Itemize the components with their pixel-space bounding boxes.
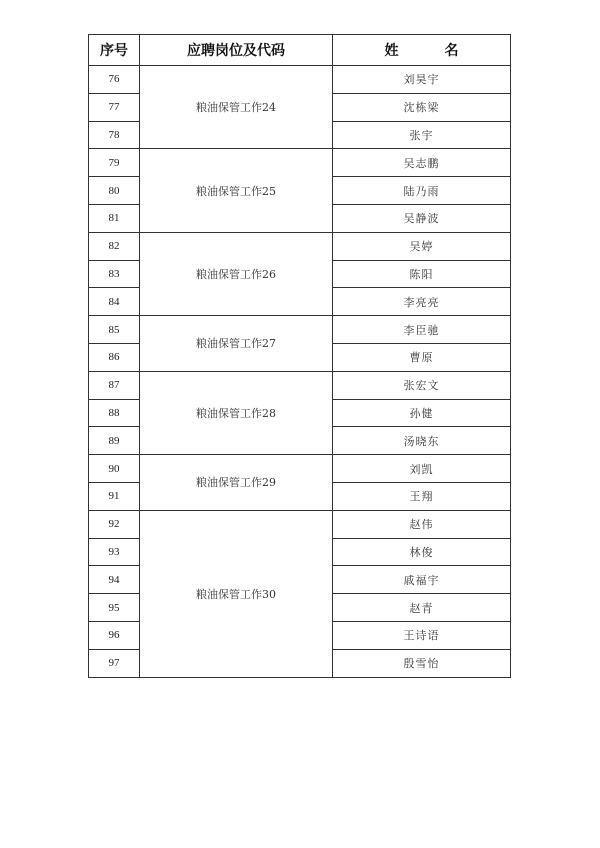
candidate-name-cell: 陈阳 [333, 260, 511, 288]
sequence-number-cell: 76 [89, 66, 140, 94]
position-code-cell: 粮油保管工作27 [140, 316, 333, 372]
header-sequence-number: 序号 [89, 35, 140, 66]
sequence-number-cell: 82 [89, 232, 140, 260]
sequence-number-cell: 89 [89, 427, 140, 455]
header-row [89, 35, 511, 66]
candidate-name-cell: 李亮亮 [333, 288, 511, 316]
candidate-roster-table [88, 34, 511, 678]
table-row [89, 66, 511, 94]
sequence-number-cell: 94 [89, 566, 140, 594]
candidate-name-cell: 孙健 [333, 399, 511, 427]
sequence-number-cell: 96 [89, 621, 140, 649]
sequence-number-cell: 92 [89, 510, 140, 538]
table-row [89, 371, 511, 399]
sequence-number-cell: 79 [89, 149, 140, 177]
table-row [89, 510, 511, 538]
candidate-name-cell: 赵伟 [333, 510, 511, 538]
candidate-name-cell: 吴婷 [333, 232, 511, 260]
sequence-number-cell: 97 [89, 649, 140, 677]
sequence-number-cell: 88 [89, 399, 140, 427]
position-code-cell: 粮油保管工作30 [140, 510, 333, 677]
table-row [89, 232, 511, 260]
header-position-code: 应聘岗位及代码 [140, 35, 333, 66]
candidate-name-cell: 林俊 [333, 538, 511, 566]
sequence-number-cell: 90 [89, 455, 140, 483]
candidate-name-cell: 王诗语 [333, 621, 511, 649]
candidate-name-cell: 张宏文 [333, 371, 511, 399]
roster-body [89, 66, 511, 678]
candidate-name-cell: 戚福宇 [333, 566, 511, 594]
position-code-cell: 粮油保管工作28 [140, 371, 333, 454]
sequence-number-cell: 83 [89, 260, 140, 288]
position-code-cell: 粮油保管工作24 [140, 66, 333, 149]
position-code-cell: 粮油保管工作26 [140, 232, 333, 315]
table-row [89, 316, 511, 344]
position-code-cell: 粮油保管工作25 [140, 149, 333, 232]
candidate-name-cell: 张宇 [333, 121, 511, 149]
candidate-name-cell: 陆乃雨 [333, 177, 511, 205]
candidate-name-cell: 沈栋梁 [333, 93, 511, 121]
sequence-number-cell: 95 [89, 594, 140, 622]
sequence-number-cell: 86 [89, 343, 140, 371]
sequence-number-cell: 80 [89, 177, 140, 205]
sequence-number-cell: 78 [89, 121, 140, 149]
candidate-name-cell: 殷雪怡 [333, 649, 511, 677]
candidate-name-cell: 王翔 [333, 482, 511, 510]
header-name: 姓 名 [333, 35, 511, 66]
sequence-number-cell: 85 [89, 316, 140, 344]
sequence-number-cell: 93 [89, 538, 140, 566]
table-row [89, 455, 511, 483]
candidate-name-cell: 汤晓东 [333, 427, 511, 455]
sequence-number-cell: 81 [89, 204, 140, 232]
candidate-name-cell: 赵青 [333, 594, 511, 622]
candidate-name-cell: 吴静波 [333, 204, 511, 232]
sequence-number-cell: 87 [89, 371, 140, 399]
candidate-name-cell: 李臣驰 [333, 316, 511, 344]
position-code-cell: 粮油保管工作29 [140, 455, 333, 511]
sequence-number-cell: 77 [89, 93, 140, 121]
sequence-number-cell: 84 [89, 288, 140, 316]
candidate-name-cell: 刘昊宇 [333, 66, 511, 94]
candidate-name-cell: 曹原 [333, 343, 511, 371]
table-row [89, 149, 511, 177]
candidate-name-cell: 吴志鹏 [333, 149, 511, 177]
sequence-number-cell: 91 [89, 482, 140, 510]
candidate-name-cell: 刘凯 [333, 455, 511, 483]
